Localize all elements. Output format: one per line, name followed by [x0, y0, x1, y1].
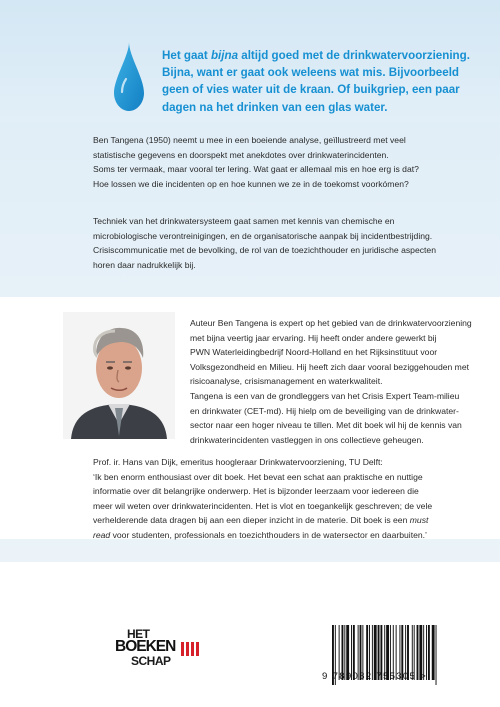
headline-line-1: Het gaat bijna altijd goed met de drinkwatervoorziening. [162, 49, 470, 62]
author-bio-line: sector naar een hoger niveau te tillen. Met dit boek wil hij de kennis van [190, 420, 462, 431]
intro-line: statistische gegevens en doorspekt met anekdotes over drinkwaterincidenten. [93, 149, 389, 160]
quote-line: read voor studenten, professionals en toezichthouders in de watersector en daarbuiten.’ [93, 529, 427, 540]
author-portrait [63, 312, 175, 439]
technique-line: Crisiscommunicatie met de bevolking, de rol van de toezichthouder en juridische aspecten [93, 245, 436, 256]
author-bio-line: risicoanalyse, crisismanagement en waterkwaliteit. [190, 376, 383, 387]
barcode-digits: 9 789082 755305 > [322, 671, 428, 682]
technique-line: Techniek van het drinkwatersysteem gaat samen met kennis van chemische en [93, 216, 395, 226]
publisher-logo-top: HET [127, 627, 150, 641]
quote-line: verhelderende data dragen bij aan een dieper inzicht in de materie. Dit boek is een must [93, 515, 429, 526]
technique-paragraph [93, 214, 465, 272]
publisher-logo [113, 627, 203, 671]
headline-line-3: geen of vies water uit de kraan. Of buikgriep, een paar [162, 83, 460, 97]
author-bio-line: Auteur Ben Tangena is expert op het gebied van de drinkwatervoorziening [190, 318, 472, 328]
technique-line: microbiologische verontreinigingen, en de organisatorische aanpak bij incidentbestrijding. [93, 230, 433, 241]
publisher-logo-bottom: SCHAP [131, 654, 171, 668]
intro-paragraph [93, 133, 465, 191]
water-drop-icon [112, 42, 146, 112]
publisher-bars-icon [181, 642, 203, 656]
author-bio-line: PWN Waterleidingbedrijf Noord-Holland en het Rijksinstituut voor [190, 347, 438, 358]
quote-attribution: Prof. ir. Hans van Dijk, emeritus hoogleraar Drinkwatervoorziening, TU Delft: [93, 457, 383, 467]
quote-paragraph [93, 455, 483, 543]
author-bio-line: en drinkwater (CET-md). Hij hielp om de beveiliging van de drinkwater- [190, 405, 459, 416]
headline-line-2: Bijna, want er gaat ook weleens wat mis. Bijvoorbeeld [162, 66, 460, 80]
author-bio-line: Volksgezondheid en Milieu. Hij heeft zich daar vooral beziggehouden met [190, 361, 469, 372]
publisher-logo-middle: BOEKEN [115, 638, 176, 655]
author-bio-line: Tangena is een van de grondleggers van het Crisis Expert Team-milieu [190, 390, 460, 401]
intro-line: Soms ter vermaak, maar vooral ter lering. Wat gaat er allemaal mis en hoe erg is dat? [93, 164, 419, 175]
quote-line: informatie over dit belangrijke onderwerp. Het is bijzonder leerzaam voor iedereen die [93, 486, 419, 497]
quote-line: meer wil weten over drinkwaterincidenten. Het is vlot en toegankelijk geschreven; de vele [93, 500, 433, 511]
author-bio [190, 316, 480, 447]
headline [162, 47, 492, 116]
intro-line: Hoe lossen we die incidenten op en hoe kunnen we ze in de toekomst voorkómen? [93, 178, 409, 189]
author-bio-line: met bijna veertig jaar ervaring. Hij heeft onder andere gewerkt bij [190, 332, 437, 343]
quote-line: ‘Ik ben enorm enthousiast over dit boek. Het bevat een schat aan praktische en nuttige [93, 471, 423, 482]
technique-line: horen daar nadrukkelijk bij. [93, 259, 196, 270]
intro-line: Ben Tangena (1950) neemt u mee in een boeiende analyse, geïllustreerd met veel [93, 135, 406, 145]
author-bio-line: drinkwaterincidenten vastleggen in ons collectieve geheugen. [190, 434, 424, 445]
headline-line-4: dagen na het drinken van een glas water. [162, 100, 388, 114]
